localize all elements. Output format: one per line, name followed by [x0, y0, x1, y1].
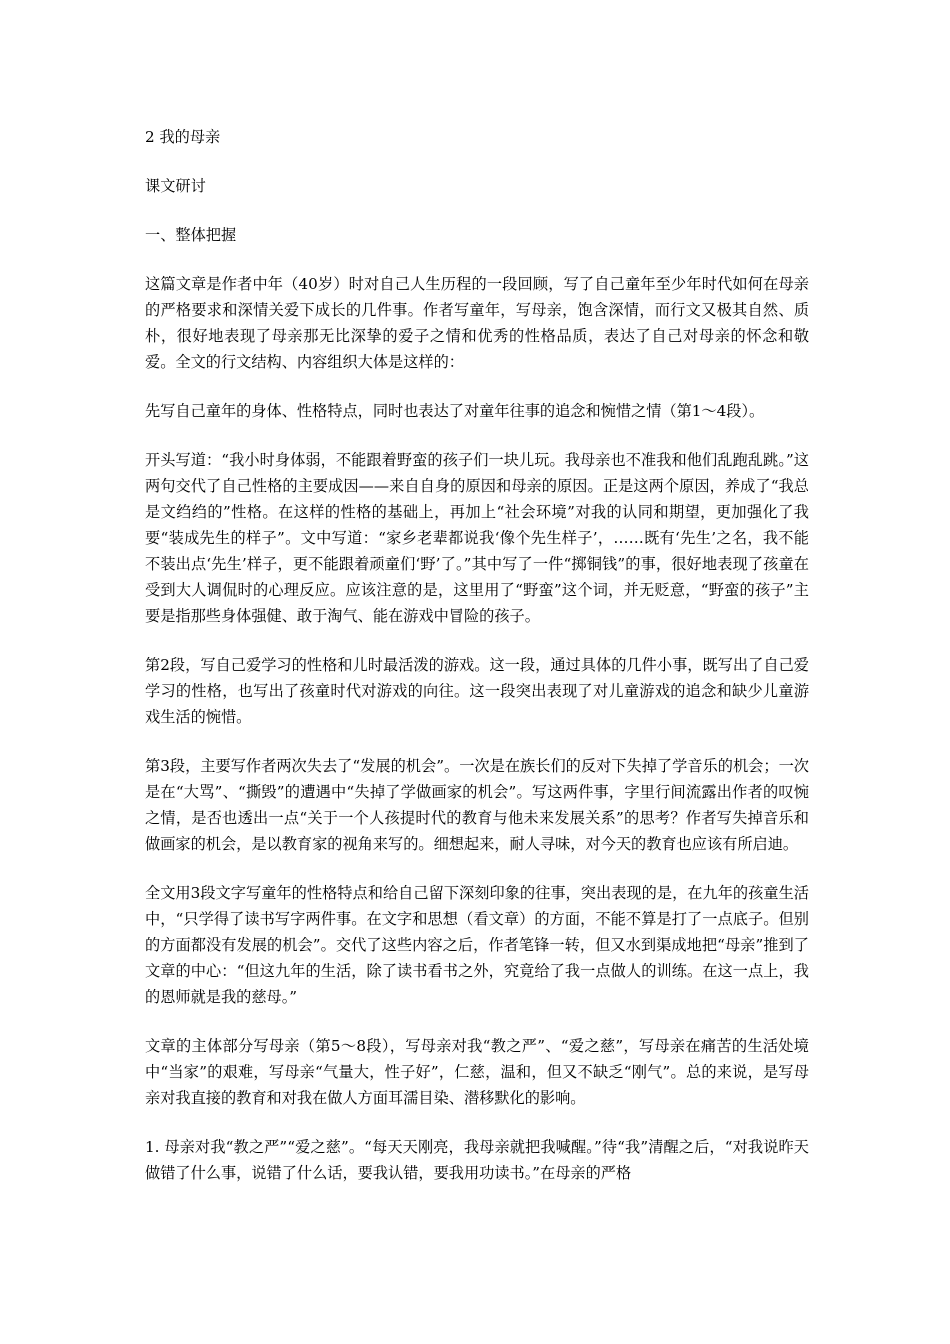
- paragraph-transition: 全文用3段文字写童年的性格特点和给自己留下深刻印象的往事，突出表现的是，在九年的孩童生活中，“只学得了读书写字两件事。在文字和思想（看文章）的方面，不能不算是打了一点底子。但别的方面都没有发展的机会”。交代了这些内容之后，作者笔锋一转，但又水到渠成地把“母亲”推到了文章的中心：“但这九年的生活，除了读书看书之外，究竟给了我一点做人的训练。在这一点上，我的恩师就是我的慈母。”: [145, 884, 809, 1006]
- section-heading: 课文研讨: [145, 177, 206, 195]
- subsection-heading: 一、整体把握: [145, 226, 237, 244]
- paragraph-section-2: 第2段，写自己爱学习的性格和儿时最活泼的游戏。这一段，通过具体的几件小事，既写出了自己爱学习的性格，也写出了孩童时代对游戏的向往。这一段突出表现了对儿童游戏的追念和缺少儿童游戏生活的惋惜。: [145, 656, 809, 726]
- paragraph-point-1: 1. 母亲对我“教之严”“爱之慈”。“每天天刚亮，我母亲就把我喊醒。”待“我”清醒之后，“对我说昨天做错了什么事，说错了什么话，要我认错，要我用功读书。”在母亲的严格: [145, 1138, 809, 1182]
- document-page: [145, 124, 809, 1209]
- paragraph-opening-analysis: 开头写道：“我小时身体弱，不能跟着野蛮的孩子们一块儿玩。我母亲也不准我和他们乱跑乱跳。”这两句交代了自己性格的主要成因——来自自身的原因和母亲的原因。正是这两个原因，养成了“我总是文绉绉的”性格。在这样的性格的基础上，再加上“社会环境”对我的认同和期望，更加强化了我要“装成先生的样子”。文中写道：“家乡老辈都说我‘像个先生样子’，……既有‘先生’之名，我不能不装出点‘先生’样子，更不能跟着顽童们‘野’了。”其中写了一件“掷铜钱”的事，很好地表现了孩童在受到大人调侃时的心理反应。应该注意的是，这里用了“野蛮”这个词，并无贬意，“野蛮的孩子”主要是指那些身体强健、敢于淘气、能在游戏中冒险的孩子。: [145, 451, 809, 625]
- document-title: 2 我的母亲: [145, 128, 221, 146]
- paragraph-overview: 这篇文章是作者中年（40岁）时对自己人生历程的一段回顾，写了自己童年至少年时代如何在母亲的严格要求和深情关爱下成长的几件事。作者写童年，写母亲，饱含深情，而行文又极其自然、质朴，很好地表现了母亲那无比深挚的爱子之情和优秀的性格品质，表达了自己对母亲的怀念和敬爱。全文的行文结构、内容组织大体是这样的：: [145, 275, 809, 371]
- paragraph-main-body: 文章的主体部分写母亲（第5～8段），写母亲对我“教之严”、“爱之慈”，写母亲在痛苦的生活处境中“当家”的艰难，写母亲“气量大，性子好”，仁慈，温和，但又不缺乏“刚气”。总的来说，是写母亲对我直接的教育和对我在做人方面耳濡目染、潜移默化的影响。: [145, 1037, 809, 1107]
- paragraph-structure-intro: 先写自己童年的身体、性格特点，同时也表达了对童年往事的追念和惋惜之情（第1～4段）。: [145, 402, 765, 420]
- paragraph-section-3: 第3段，主要写作者两次失去了“发展的机会”。一次是在族长们的反对下失掉了学音乐的机会；一次是在“大骂”、“撕毁”的遭遇中“失掉了学做画家的机会”。写这两件事，字里行间流露出作者的叹惋之情，是否也透出一点“关于一个人孩提时代的教育与他未来发展关系”的思考？作者写失掉音乐和做画家的机会，是以教育家的视角来写的。细想起来，耐人寻味，对今天的教育也应该有所启迪。: [145, 757, 809, 853]
